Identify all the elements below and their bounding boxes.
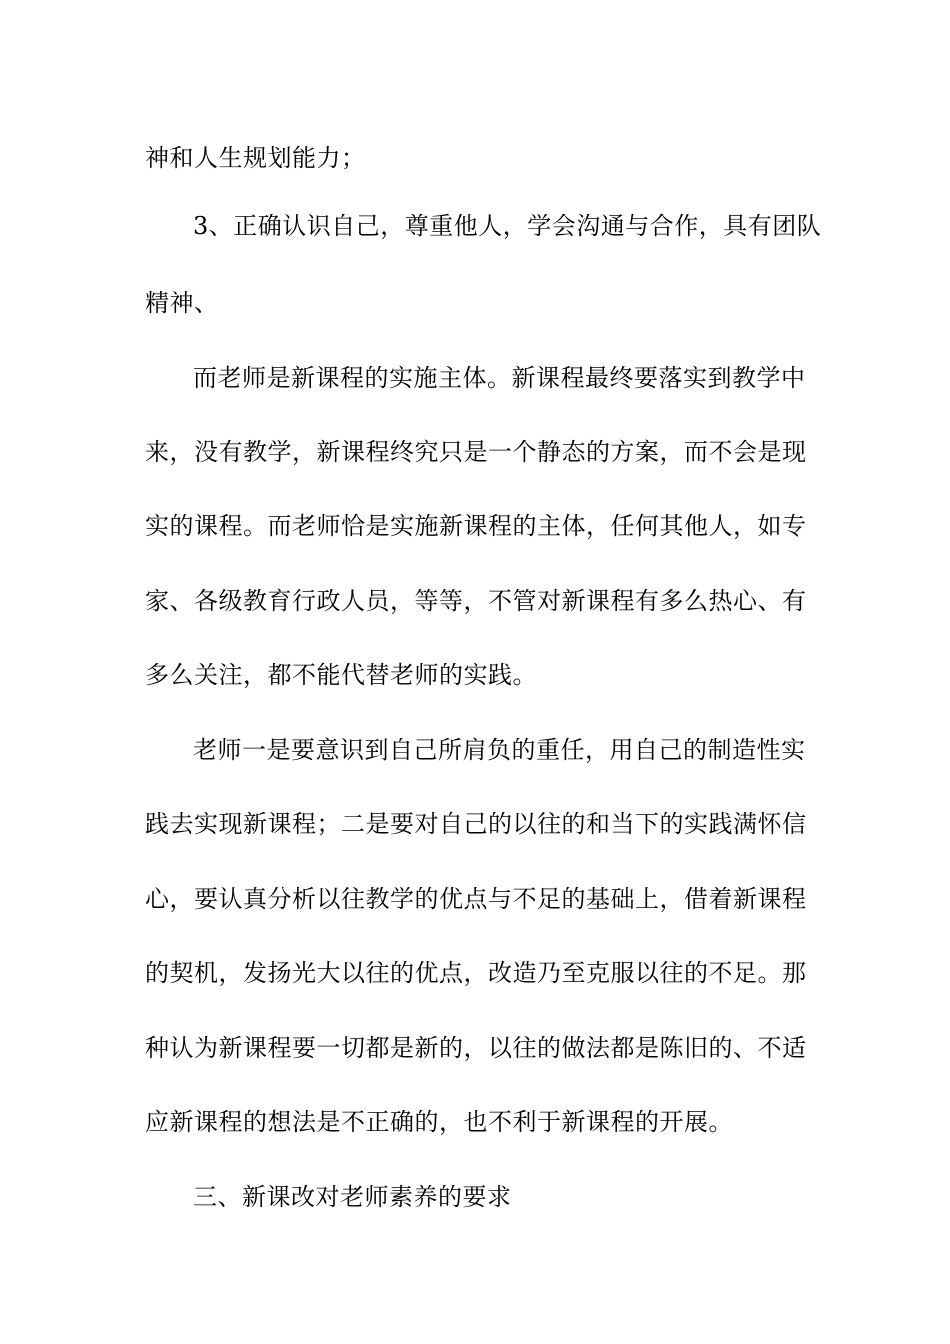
text-line-1: 神和人生规划能力； xyxy=(145,144,366,172)
text-line-3: 精神、 xyxy=(145,289,219,317)
text-line-12: 的契机，发扬光大以往的优点，改造乃至克服以往的不足。那 xyxy=(145,959,807,987)
text-line-7: 家、各级教育行政人员，等等，不管对新课程有多么热心、有 xyxy=(145,587,807,615)
text-line-8: 多么关注，都不能代替老师的实践。 xyxy=(145,661,537,689)
text-line-13: 种认为新课程要一切都是新的，以往的做法都是陈旧的、不适 xyxy=(145,1034,807,1062)
text-line-14: 应新课程的想法是不正确的，也不利于新课程的开展。 xyxy=(145,1108,733,1136)
text-line-5: 来，没有教学，新课程终究只是一个静态的方案，而不会是现 xyxy=(145,438,807,466)
text-line-9: 老师一是要意识到自己所肩负的重任，用自己的制造性实 xyxy=(193,736,806,764)
text-line-11: 心，要认真分析以往教学的优点与不足的基础上，借着新课程 xyxy=(145,885,807,913)
text-line-4: 而老师是新课程的实施主体。新课程最终要落实到教学中 xyxy=(193,364,806,392)
text-line-6: 实的课程。而老师恰是实施新课程的主体，任何其他人，如专 xyxy=(145,512,807,540)
text-line-2: 3、正确认识自己，尊重他人，学会沟通与合作，具有团队 xyxy=(193,212,822,240)
text-line-10: 践去实现新课程；二是要对自己的以往的和当下的实践满怀信 xyxy=(145,810,807,838)
section-heading: 三、新课改对老师素养的要求 xyxy=(193,1183,512,1211)
